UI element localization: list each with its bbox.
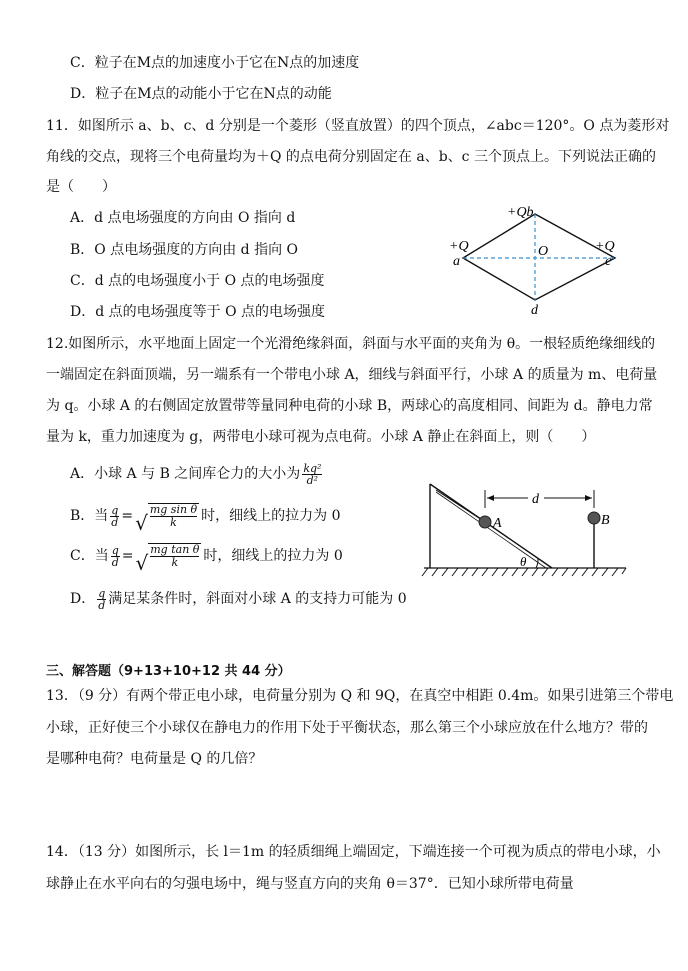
label-O: O bbox=[538, 244, 549, 259]
q11-option-c: C．d 点的电场强度小于 O 点的电场强度 bbox=[70, 273, 325, 289]
theta-arc bbox=[536, 559, 538, 568]
incline-figure bbox=[420, 478, 630, 582]
label-b: +Qb bbox=[507, 205, 534, 220]
q11-stem-line2: 角线的交点，现将三个电荷量均为＋Q 的点电荷分别固定在 a、b、c 三个顶点上。下列说法正确的 bbox=[46, 149, 656, 165]
q11-option-a: A．d 点电场强度的方向由 O 指向 d bbox=[70, 210, 296, 226]
ball-a bbox=[479, 516, 491, 528]
q14-line2: 球静止在水平向右的匀强电场中，绳与竖直方向的夹角 θ＝37°．已知小球所带电荷量 bbox=[46, 876, 574, 892]
q12-option-b: B．当 $\frac{q}{d}$ = √ $\frac{\text{mg sin θ}}{k}$ 时，细线上的拉力为 0 bbox=[70, 503, 341, 535]
string-line bbox=[436, 490, 482, 520]
label-d: d bbox=[531, 303, 538, 318]
label-theta: θ bbox=[520, 554, 527, 569]
q12-option-d: D． $\frac{q}{d}$ 满足某条件时，斜面对小球 A 的支持力可能为 0 bbox=[70, 586, 407, 612]
q13-line2: 小球，正好使三个小球仅在静电力的作用下处于平衡状态，那么第三个小球应放在什么地方？带的 bbox=[46, 720, 648, 736]
label-c: c bbox=[605, 254, 612, 269]
rhombus-figure bbox=[445, 200, 630, 320]
q10-option-c: C．粒子在M点的加速度小于它在N点的加速度 bbox=[70, 55, 360, 71]
q11-option-d: D．d 点的电场强度等于 O 点的电场强度 bbox=[70, 304, 326, 320]
q11-stem-line3: 是（ ） bbox=[46, 179, 116, 195]
section-3-title: 三、解答题（9+13+10+12 共 44 分） bbox=[46, 664, 291, 679]
q12-stem-line2: 一端固定在斜面顶端，另一端系有一个带电小球 A，细线与斜面平行，小球 A 的质量为 m、电荷量 bbox=[46, 367, 658, 383]
label-c-charge: +Q bbox=[595, 239, 615, 254]
q11-stem-line1: 11．如图所示 a、b、c、d 分别是一个菱形（竖直放置）的四个顶点，∠abc＝120°。O 点为菱形对 bbox=[46, 118, 670, 134]
label-B: B bbox=[601, 513, 610, 528]
q10-option-d: D．粒子在M点的动能小于它在N点的动能 bbox=[70, 86, 332, 102]
q12-stem-line4: 量为 k，重力加速度为 g，两带电小球可视为点电荷。小球 A 静止在斜面上，则（ ） bbox=[46, 429, 596, 445]
q13-line1: 13．（9 分）有两个带正电小球，电荷量分别为 Q 和 9Q，在真空中相距 0.4m。如果引进第三个带电 bbox=[46, 688, 674, 704]
q14-line1: 14．（13 分）如图所示，长 l＝1m 的轻质细绳上端固定，下端连接一个可视为质点的带电小球，小 bbox=[46, 844, 661, 860]
label-A: A bbox=[493, 516, 502, 531]
q12-option-a: A．小球 A 与 B 之间库仑力的大小为 $\frac{\text{kq²}}{\text{d²}}$ bbox=[70, 461, 322, 487]
q13-line3: 是哪种电荷？电荷量是 Q 的几倍？ bbox=[46, 751, 263, 767]
q12-stem-line3: 为 q。小球 A 的右侧固定放置带等量同种电荷的小球 B，两球心的高度相同、间距为 d。静电力常 bbox=[46, 398, 653, 414]
label-a: a bbox=[453, 254, 460, 269]
q11-option-b: B．O 点电场强度的方向由 d 指向 O bbox=[70, 242, 299, 258]
ball-b bbox=[588, 512, 600, 524]
label-d: d bbox=[532, 492, 539, 507]
label-a-charge: +Q bbox=[449, 239, 469, 254]
q12-stem-line1: 12.如图所示，水平地面上固定一个光滑绝缘斜面，斜面与水平面的夹角为 θ。一根轻质绝缘细线的 bbox=[46, 336, 656, 352]
q12-option-c: C．当 $\frac{q}{d}$ = √ $\frac{\text{mg tan θ}}{k}$ 时，细线上的拉力为 0 bbox=[70, 543, 343, 575]
ground-hatching bbox=[422, 568, 626, 576]
